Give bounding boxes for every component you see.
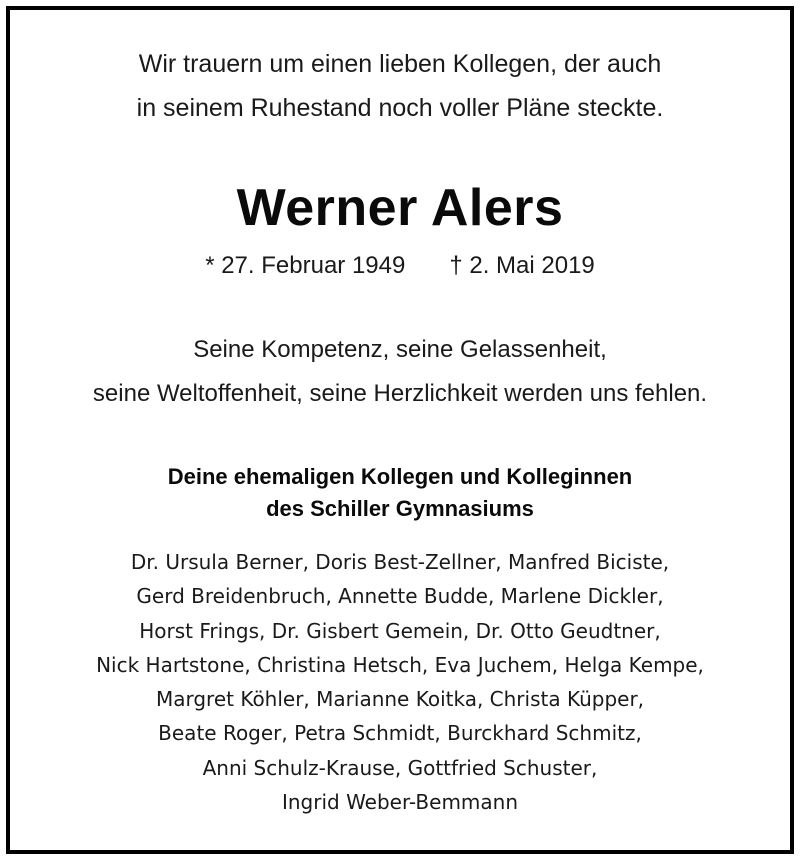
intro-text: [0, 42, 800, 130]
intro-line-2: in seinem Ruhestand noch voller Pläne steckte.: [136, 94, 664, 122]
names-line: Anni Schulz-Krause, Gottfried Schuster,: [202, 755, 598, 780]
colleague-names: [0, 545, 800, 819]
deceased-name: Werner Alers: [236, 179, 564, 237]
signoff-heading: [0, 461, 800, 525]
signoff-line-1: Deine ehemaligen Kollegen und Kolleginnen: [167, 464, 633, 489]
birth-date: * 27. Februar 1949: [205, 252, 406, 279]
signoff-line-2: des Schiller Gymnasiums: [266, 496, 534, 521]
tribute-line-2: seine Weltoffenheit, seine Herzlichkeit werden uns fehlen.: [92, 380, 708, 407]
life-dates: [0, 250, 800, 282]
names-line: Dr. Ursula Berner, Doris Best-Zellner, Manfred Biciste,: [130, 550, 670, 574]
names-line: Margret Köhler, Marianne Koitka, Christa Küpper,: [155, 687, 645, 712]
death-date: † 2. Mai 2019: [449, 252, 595, 279]
tribute-text: [0, 328, 800, 416]
names-line: Beate Roger, Petra Schmidt, Burckhard Schmitz,: [158, 721, 642, 746]
names-line: Ingrid Weber-Bemmann: [281, 790, 519, 815]
intro-line-1: Wir trauern um einen lieben Kollegen, der auch: [138, 50, 662, 78]
names-line: Horst Frings, Dr. Gisbert Gemein, Dr. Otto Geudtner,: [139, 618, 661, 643]
names-line: Nick Hartstone, Christina Hetsch, Eva Juchem, Helga Kempe,: [96, 652, 704, 677]
tribute-line-1: Seine Kompetenz, seine Gelassenheit,: [193, 336, 607, 363]
names-line: Gerd Breidenbruch, Annette Budde, Marlene Dickler,: [136, 584, 664, 609]
